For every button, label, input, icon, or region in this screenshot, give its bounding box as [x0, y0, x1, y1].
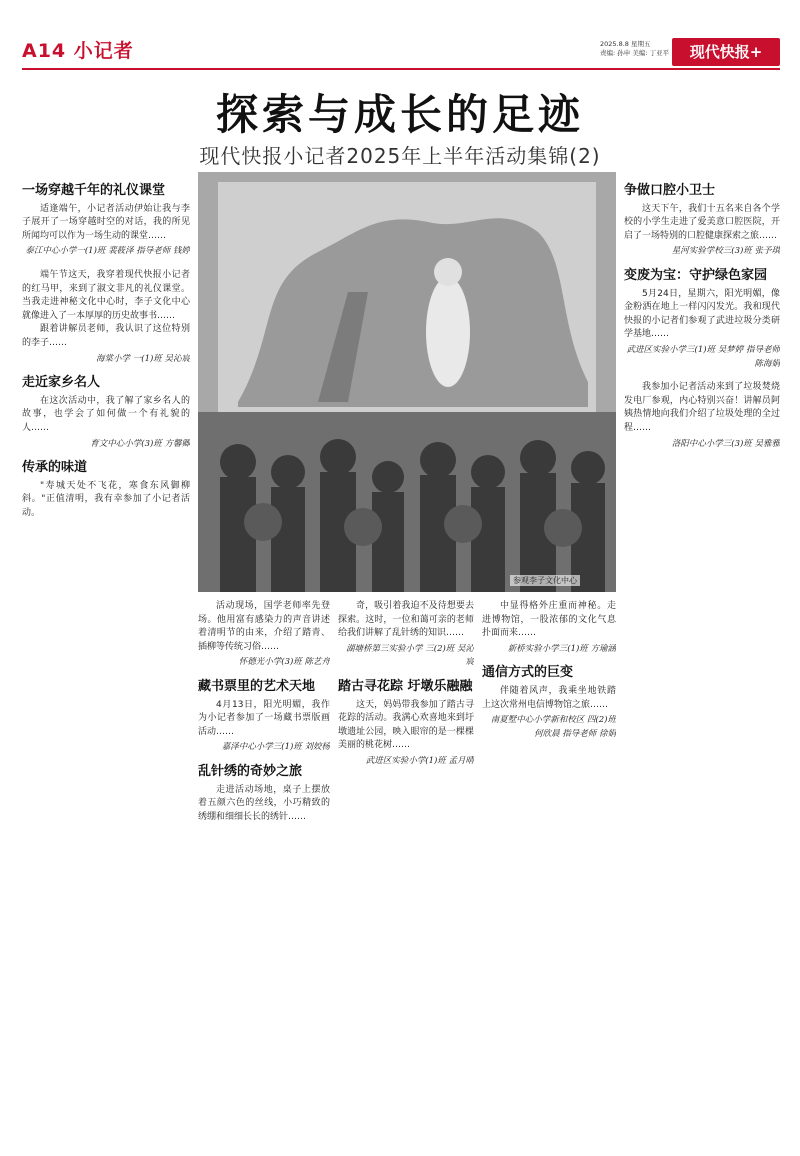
- section-title: 小记者: [73, 40, 134, 62]
- column-4: [482, 600, 616, 1138]
- column-1: [22, 178, 190, 1138]
- issue-editors: 责编: 孙申 美编: 丁亚平: [600, 49, 670, 57]
- article-paragraph: 5月24日，星期六，阳光明媚，像金粉洒在地上一样闪闪发光。我和现代快报的小记者们参观了武进垃圾分类研学基地……: [624, 288, 780, 340]
- page-header: [0, 0, 800, 70]
- subheadline: 现代快报小记者2025年上半年活动集锦(2): [199, 144, 601, 168]
- article-paragraph: 跟着讲解员老师，我认识了这位特别的李子……: [22, 324, 190, 348]
- article-title: 乱针绣的奇妙之旅: [198, 763, 303, 779]
- article-title: 争做口腔小卫士: [624, 183, 716, 198]
- article-title: 藏书票里的艺术天地: [198, 678, 316, 694]
- article-paragraph: 适逢端午，小记者活动伊始让我与李子展开了一场穿越时空的对话，我的所见所闻均可以作为一场生动的课堂……: [22, 203, 190, 241]
- article-paragraph: 这天，妈妈带我参加了踏古寻花踪的活动。我满心欢喜地来到圩墩遗址公园，映入眼帘的是一棵棵美丽的桃花树……: [338, 699, 474, 751]
- page-number-section: [22, 36, 134, 63]
- article-byline: 武进区实验小学三(1)班 吴梦婷 指导老师 陈海娟: [626, 344, 780, 369]
- activity-photo: [198, 172, 616, 592]
- brand-logo: 现代快报+: [672, 38, 780, 66]
- article-title: 通信方式的巨变: [482, 665, 574, 681]
- article-paragraph: 伴随着风声，我乘坐地铁踏上这次常州电信博物馆之旅……: [482, 685, 616, 710]
- article-paragraph: 中显得格外庄重而神秘。走进博物馆，一股浓郁的文化气息扑面而来……: [482, 601, 616, 639]
- article-title: 变废为宝：守护绿色家园: [624, 267, 768, 283]
- article-byline: 武进区实验小学(1)班 孟月晴: [365, 755, 474, 766]
- column-3: [338, 600, 474, 1138]
- article-byline: 南夏墅中心小学新和校区 四(2)班 何欣晨 指导老师 徐娟: [490, 715, 616, 739]
- article-paragraph: 我参加小记者活动来到了垃圾焚烧发电厂参观，内心特别兴奋！讲解员阿姨热情地向我们介绍了垃圾处理的全过程……: [624, 382, 780, 433]
- article-title: 一场穿越千年的礼仪课堂: [22, 183, 166, 198]
- article-paragraph: 在这次活动中，我了解了家乡名人的故事，也学会了如何做一个有礼貌的人……: [22, 395, 190, 433]
- article-byline: 湖塘桥第三实验小学 三(2)班 吴沁宸: [346, 643, 474, 668]
- article-paragraph: 活动现场，国学老师率先登场。他用富有感染力的声音讲述着清明节的由来，介绍了踏青、插柳等传统习俗……: [198, 601, 330, 652]
- header-rule: [22, 68, 780, 70]
- article-paragraph: 端午节这天，我穿着现代快报小记者的红马甲，来到了淑文非凡的礼仪课堂。当我走进神秘文化中心时，李子文化中心就像进入了一本厚厚的历史故事书……: [22, 269, 190, 321]
- article-paragraph: 这天下午，我们十五名来自各个学校的小学生走进了爱美意口腔医院，开启了一场特别的口腔健康探索之旅……: [624, 203, 780, 241]
- article-byline: 新桥实验小学三(1)班 方瑜涵: [507, 643, 616, 654]
- article-byline: 海棠小学 一(1)班 吴沁宸: [96, 353, 190, 364]
- article-paragraph: 4月13日，阳光明媚，我作为小记者参加了一场藏书票版画活动……: [198, 699, 330, 737]
- headline: 探索与成长的足迹: [215, 90, 584, 139]
- article-paragraph: "寿城天处不飞花，寒食东风御柳斜。"正值清明，我有幸参加了小记者活动。: [22, 480, 190, 518]
- article-title: 踏古寻花踪 圩墩乐融融: [338, 678, 473, 694]
- photo-caption: 参观李子文化中心: [510, 575, 580, 586]
- photo-illustration: [198, 172, 616, 592]
- article-paragraph: 走进活动场地，桌子上摆放着五颜六色的丝线，小巧精致的绣绷和细细长长的绣针……: [198, 784, 330, 822]
- article-byline: 洛阳中心小学三(3)班 吴雅雅: [671, 438, 780, 449]
- issue-date: 2025.8.8 星期五: [600, 40, 651, 48]
- article-byline: 泰江中心小学一(1)班 裴筱泽 指导老师 钱婷: [25, 246, 190, 257]
- article-title: 走近家乡名人: [22, 375, 101, 391]
- issue-meta: [600, 40, 669, 58]
- article-byline: 嘉泽中心小学三(1)班 刘姣杨: [221, 742, 330, 753]
- article-title: 传承的味道: [22, 460, 88, 476]
- article-byline: 怀德光小学(3)班 陈艺舟: [238, 657, 330, 668]
- column-5: [624, 178, 780, 1138]
- page-number: A14: [22, 40, 67, 62]
- article-paragraph: 奇，吸引着我迫不及待想要去探索。这时，一位和蔼可亲的老师给我们讲解了乱针绣的知识……: [338, 601, 474, 639]
- column-2: [198, 600, 330, 1138]
- article-byline: 育文中心小学(3)班 方馨卿: [90, 438, 190, 449]
- article-byline: 星河实验学校三(3)班 张予琪: [671, 246, 780, 257]
